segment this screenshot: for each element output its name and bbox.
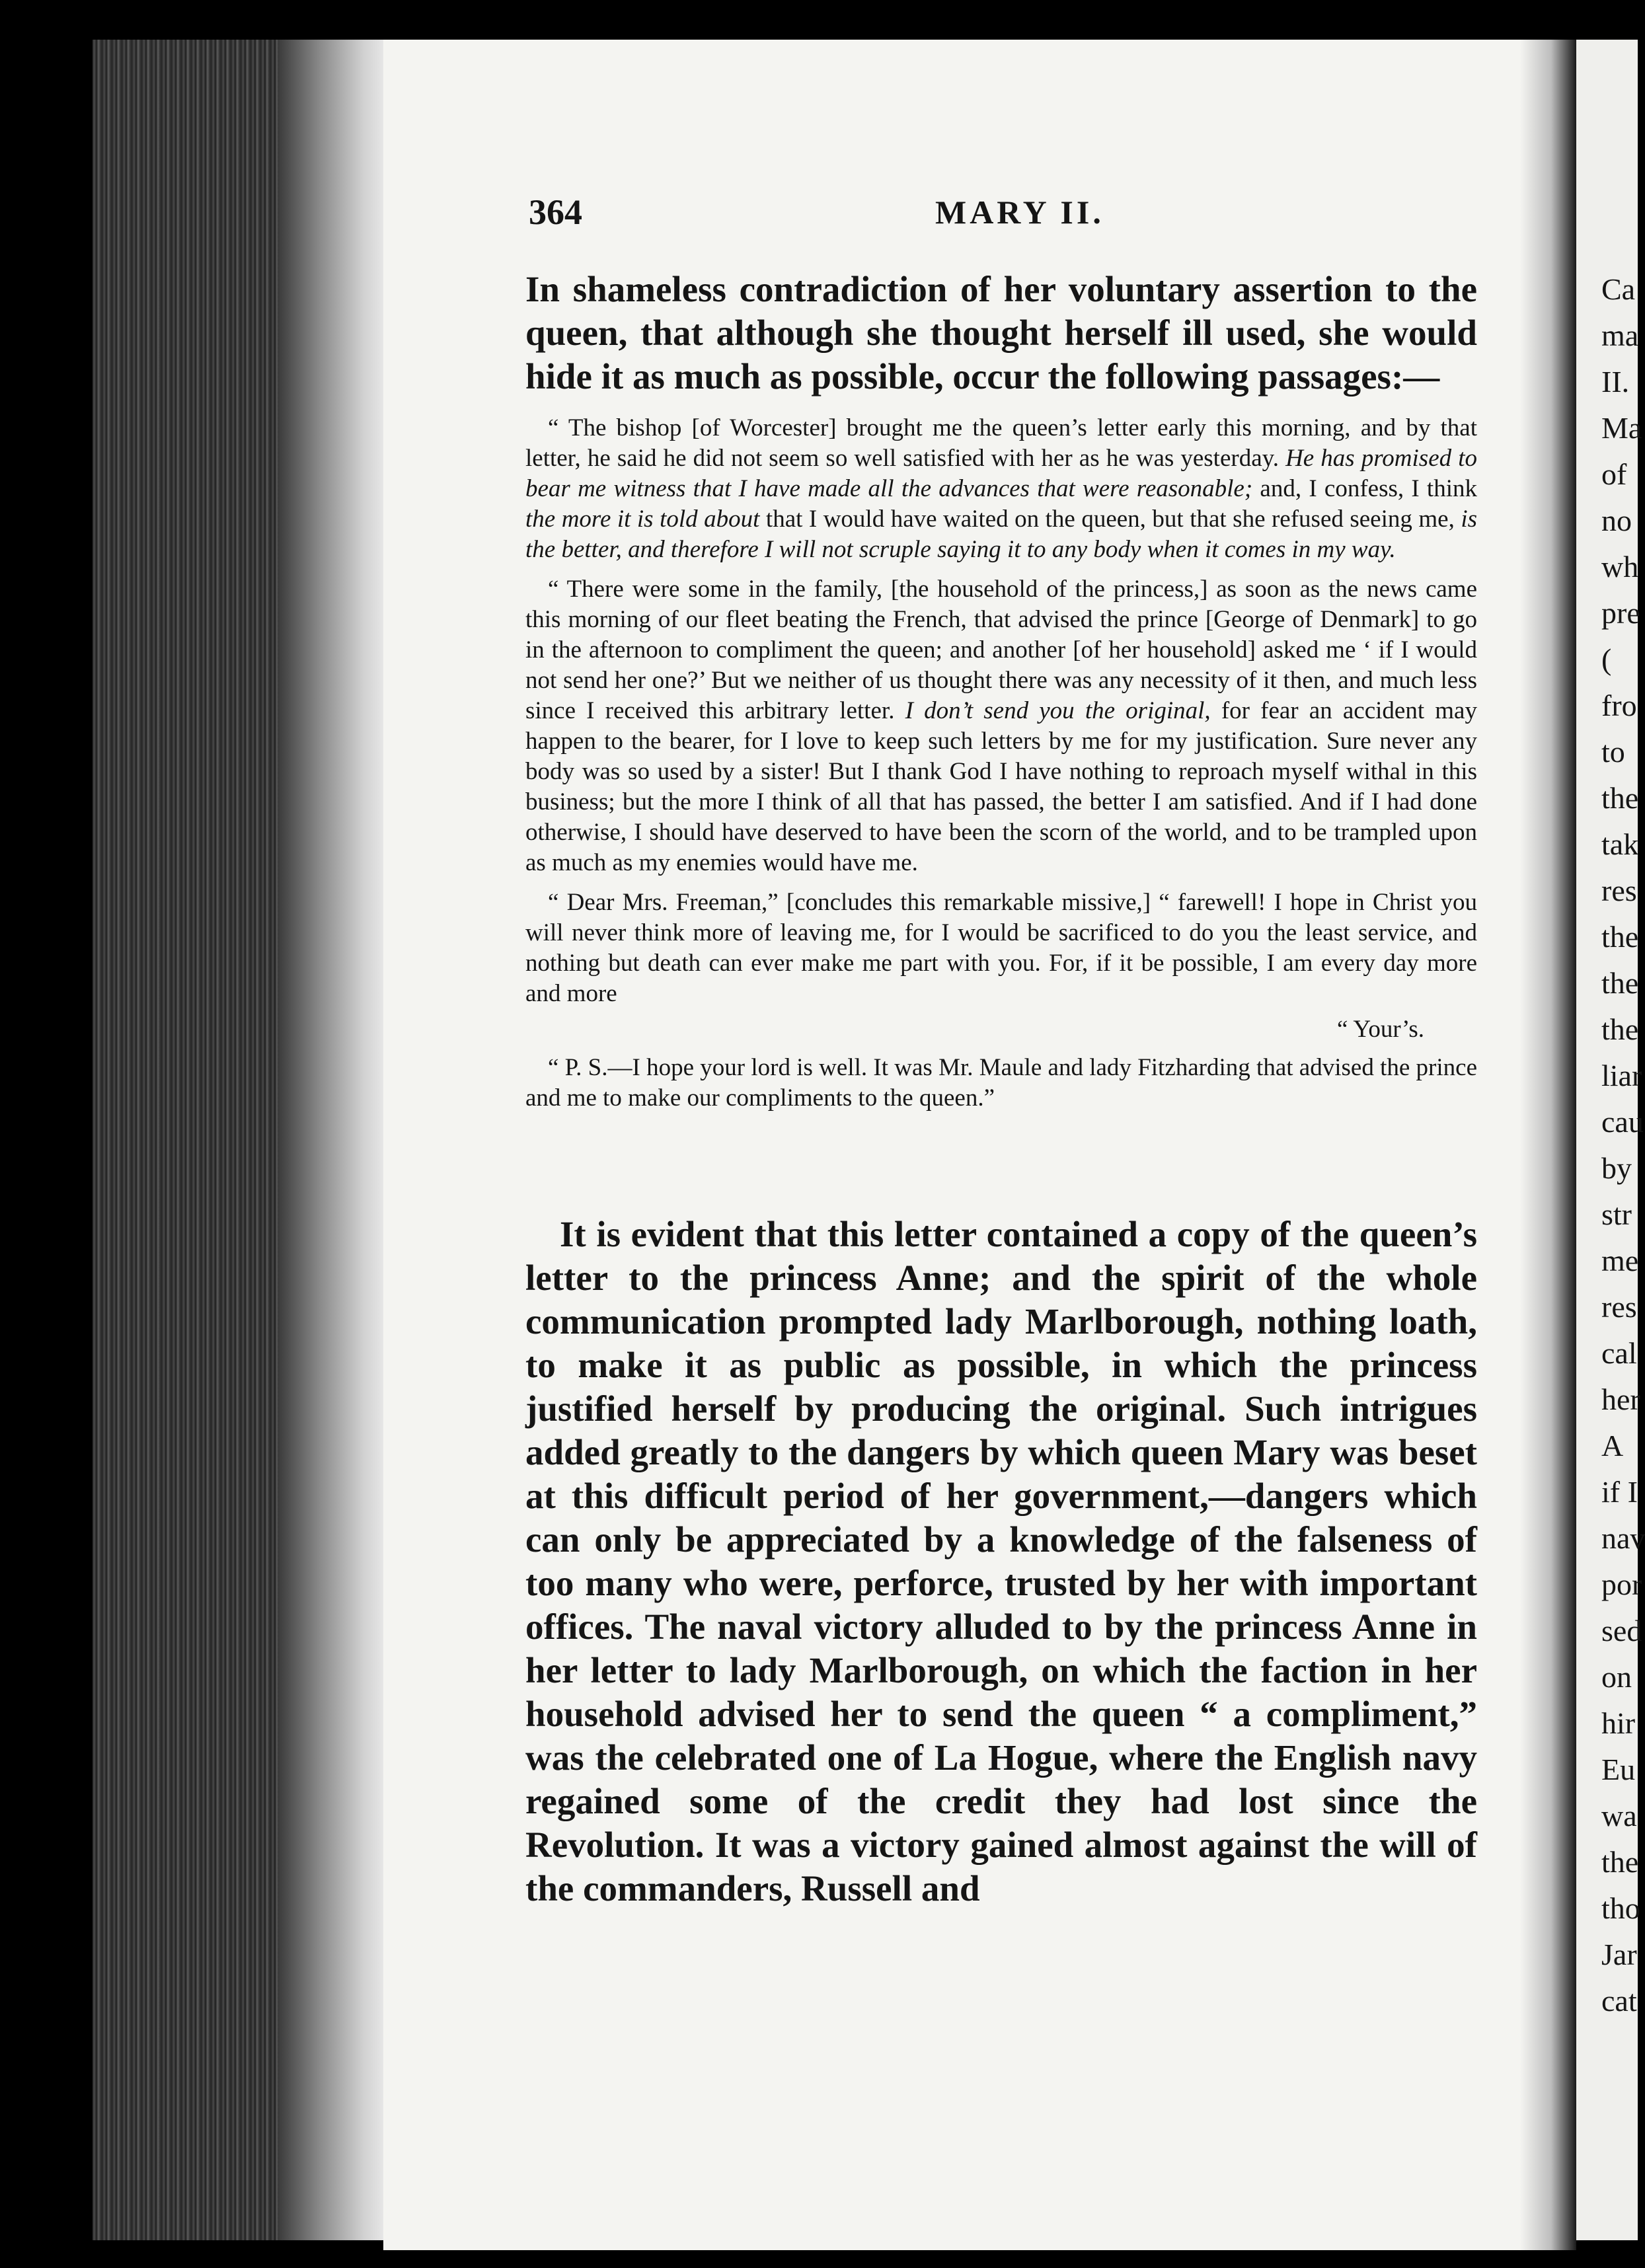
adjacent-page-fragment: fro <box>1601 689 1637 722</box>
adjacent-page-fragment: wa <box>1601 1799 1637 1833</box>
letter-text: for fear an accident may happen to the bearer, for I love to keep such letters by me for my justification. Sure never any body was so used by a sister! But I thank God I have nothing to reproach myself withal in this business; but the more I think of all that has passed, the better I am satisfied. And if I had done otherwise, I should have deserved to have been the scorn of the world, and to be trampled upon as much as my enemies would have me. <box>525 697 1477 876</box>
page-edge-shading <box>278 40 383 2240</box>
letter-italic-text: He has promised to bear me witness that I have made all the advances that were reasonable; <box>525 445 1477 502</box>
letter-text: and, I confess, I think <box>1252 475 1477 502</box>
adjacent-page-fragment: the <box>1601 781 1639 815</box>
adjacent-page-fragment: no <box>1601 504 1632 537</box>
adjacent-page-fragment: res <box>1601 874 1637 907</box>
adjacent-page-fragment: str <box>1601 1197 1632 1231</box>
adjacent-page-fragment: her <box>1601 1382 1640 1416</box>
adjacent-page-sliver <box>1576 40 1645 2240</box>
adjacent-page-fragment: A <box>1601 1429 1624 1462</box>
intro-text: In shameless contradiction of her voluntary assertion to the queen, that although she thought herself ill used, she would hide it as much as possible, occur the following passages:— <box>525 269 1477 397</box>
page-number: 364 <box>529 192 582 232</box>
closing-paragraph <box>525 1213 1477 1910</box>
letter-paragraph-3: “ Dear Mrs. Freeman,” [concludes this remarkable missive,] “ farewell! I hope in Christ you will never think more of leaving me, for I would be sacrificed to do you the least service, and nothing but death can ever make me part with you. For, if it be possible, I am every day more and more <box>525 889 1477 1007</box>
running-title: MARY II. <box>935 194 1104 231</box>
adjacent-page-fragment: liar <box>1601 1059 1642 1092</box>
quoted-letter <box>525 413 1477 1123</box>
adjacent-page-fragment: hir <box>1601 1706 1636 1740</box>
adjacent-page-fragment: Ma <box>1601 411 1642 445</box>
adjacent-page-fragment: por <box>1601 1568 1642 1601</box>
letter-italic-text: the more it is told about <box>525 506 760 533</box>
adjacent-page-fragment: to <box>1601 735 1625 769</box>
adjacent-page-fragment: wh <box>1601 550 1639 584</box>
adjacent-page-fragment: tak <box>1601 827 1639 861</box>
adjacent-page-fragment: by <box>1601 1151 1632 1185</box>
adjacent-page-fragment: if I <box>1601 1475 1638 1509</box>
adjacent-page-fragment: the <box>1601 920 1639 954</box>
closing-text: It is evident that this letter contained a copy of the queen’s letter to the princess Anne; and the spirit of the whole communication prompted lady Marlborough, nothing loath, to make it as public as possible, in which the princess justified herself by producing the original. Such intrigues added greatly to the dangers by which queen Mary was beset at this difficult period of her government,—dangers which can only be appreciated by a knowledge of the falseness of too many who were, perforce, trusted by her with important offices. The naval victory alluded to by the princess Anne in her letter to lady Marlborough, on which the faction in her household advised her to send the queen “ a compliment,” was the celebrated one of La Hogue, where the English navy regained some of the credit they had lost since the Revolution. It was a victory gained almost against the will of the commanders, Russell and <box>525 1214 1477 1909</box>
adjacent-page-fragment: ma <box>1601 319 1639 352</box>
adjacent-page-fragment: of <box>1601 457 1627 491</box>
adjacent-page-fragment: Eu <box>1601 1753 1636 1786</box>
letter-text: “ There were some in the family, [the household of the princess,] as soon as the news came this morning of our fleet beating the French, that advised the prince [George of Denmark] to go in the afternoon to compliment the queen; and another [of her household] asked me ‘ if I would not send her one?’ But we neither of us thought there was any necessity of it then, and much less since I received this arbitrary letter. <box>525 576 1477 724</box>
letter-postscript: “ P. S.—I hope your lord is well. It was Mr. Maule and lady Fitzharding that advised the prince and me to make our compliments to the queen.” <box>525 1054 1477 1112</box>
adjacent-page-fragment: Jar <box>1601 1938 1637 1971</box>
letter-paragraph-2 <box>525 574 1477 878</box>
adjacent-page-fragment: the <box>1601 1012 1639 1046</box>
intro-paragraph <box>525 268 1477 398</box>
adjacent-page-fragment: sed <box>1601 1614 1642 1647</box>
adjacent-page-fragment: pre <box>1601 596 1640 630</box>
adjacent-page-fragment: res <box>1601 1290 1637 1324</box>
adjacent-page-fragment: Ca <box>1601 272 1636 306</box>
letter-paragraph-1 <box>525 413 1477 565</box>
adjacent-page-fragment: on <box>1601 1660 1632 1694</box>
adjacent-page-fragment: cal <box>1601 1336 1637 1370</box>
letter-italic-text: I don’t send you the original, <box>905 697 1211 724</box>
adjacent-page-fragment: the <box>1601 1845 1639 1879</box>
adjacent-page-fragment: nav <box>1601 1521 1645 1555</box>
letter-text: “ The bishop [of Worcester] brought me the queen’s letter early this morning, and by that letter, he said he did not seem so well satisfied with her as he was yesterday. <box>525 414 1477 472</box>
letter-signoff: “ Your’s. <box>1337 1016 1424 1043</box>
adjacent-page-fragment: cau <box>1601 1105 1644 1139</box>
gutter-shadow <box>1520 40 1576 2250</box>
adjacent-page-fragment: tho <box>1601 1891 1640 1925</box>
letter-italic-text: is the better, and therefore I will not scruple saying it to any body when it comes in my way. <box>525 506 1478 563</box>
adjacent-page-fragment: the <box>1601 966 1639 1000</box>
adjacent-page-fragment: ( <box>1601 642 1612 676</box>
adjacent-page-fragment: cat <box>1601 1984 1637 2018</box>
letter-text: that I would have waited on the queen, but that she refused seeing me, <box>759 506 1461 533</box>
adjacent-page-fragment: II. <box>1601 365 1630 398</box>
adjacent-page-fragment: me <box>1601 1244 1639 1277</box>
